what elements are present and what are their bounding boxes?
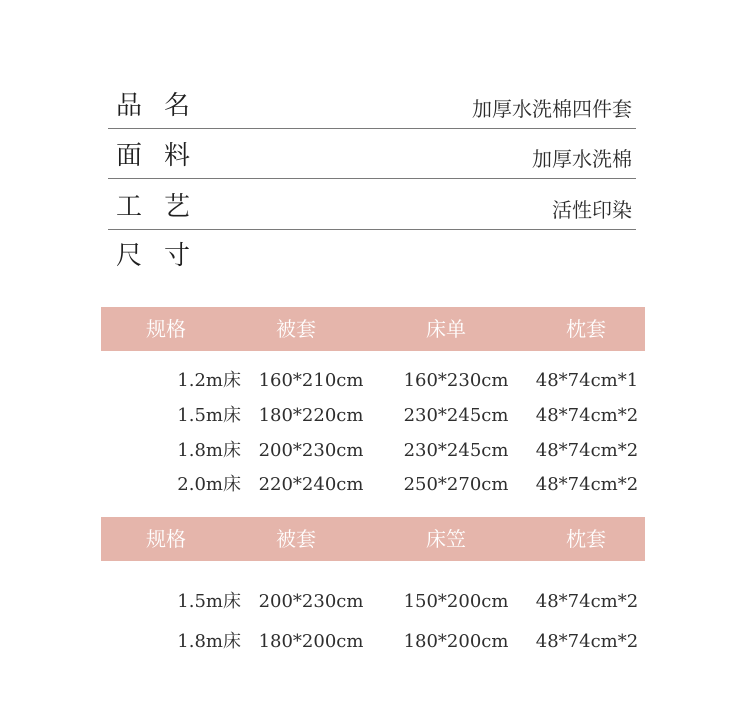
- table-row: [101, 627, 645, 657]
- cell-bed-sheet: 160*230cm: [403, 370, 509, 391]
- spec-label: 尺寸: [116, 241, 213, 271]
- table-row: [101, 470, 645, 500]
- spec-label: 面料: [116, 141, 213, 171]
- cell-pillowcase: 48*74cm*2: [535, 591, 639, 612]
- header-cell-spec: 规格: [146, 317, 186, 341]
- cell-spec: 1.5m床: [177, 405, 241, 426]
- table-row: [101, 401, 645, 431]
- header-cell-bed-sheet: 床单: [426, 317, 466, 341]
- cell-pillowcase: 48*74cm*2: [535, 474, 639, 495]
- cell-spec: 1.8m床: [177, 440, 241, 461]
- spec-row-product-name: [108, 90, 636, 129]
- header-cell-duvet-cover: 被套: [276, 317, 316, 341]
- spec-value: 加厚水洗棉: [532, 147, 632, 171]
- cell-fitted-sheet: 180*200cm: [403, 631, 509, 652]
- table-row: [101, 366, 645, 396]
- spec-row-size: [108, 240, 636, 278]
- cell-duvet-cover: 200*230cm: [258, 591, 364, 612]
- cell-spec: 1.2m床: [177, 370, 241, 391]
- cell-spec: 1.5m床: [177, 591, 241, 612]
- cell-pillowcase: 48*74cm*2: [535, 440, 639, 461]
- spec-label: 工艺: [116, 192, 213, 222]
- table-row: [101, 436, 645, 466]
- cell-pillowcase: 48*74cm*1: [535, 370, 639, 391]
- header-cell-pillowcase: 枕套: [566, 317, 606, 341]
- cell-fitted-sheet: 150*200cm: [403, 591, 509, 612]
- cell-spec: 1.8m床: [177, 631, 241, 652]
- cell-duvet-cover: 180*200cm: [258, 631, 364, 652]
- size-table-2-header: [101, 517, 645, 561]
- cell-duvet-cover: 160*210cm: [258, 370, 364, 391]
- spec-value: 活性印染: [552, 198, 632, 222]
- header-cell-pillowcase: 枕套: [566, 527, 606, 551]
- spec-row-fabric: [108, 140, 636, 179]
- cell-duvet-cover: 220*240cm: [258, 474, 364, 495]
- cell-spec: 2.0m床: [177, 474, 241, 495]
- cell-pillowcase: 48*74cm*2: [535, 631, 639, 652]
- cell-bed-sheet: 230*245cm: [403, 440, 509, 461]
- size-table-1-header: [101, 307, 645, 351]
- spec-value: 加厚水洗棉四件套: [472, 97, 632, 121]
- cell-duvet-cover: 200*230cm: [258, 440, 364, 461]
- spec-row-craft: [108, 191, 636, 230]
- cell-bed-sheet: 230*245cm: [403, 405, 509, 426]
- header-cell-duvet-cover: 被套: [276, 527, 316, 551]
- table-row: [101, 587, 645, 617]
- cell-duvet-cover: 180*220cm: [258, 405, 364, 426]
- cell-bed-sheet: 250*270cm: [403, 474, 509, 495]
- spec-label: 品名: [116, 91, 213, 121]
- header-cell-spec: 规格: [146, 527, 186, 551]
- cell-pillowcase: 48*74cm*2: [535, 405, 639, 426]
- header-cell-fitted-sheet: 床笠: [426, 527, 466, 551]
